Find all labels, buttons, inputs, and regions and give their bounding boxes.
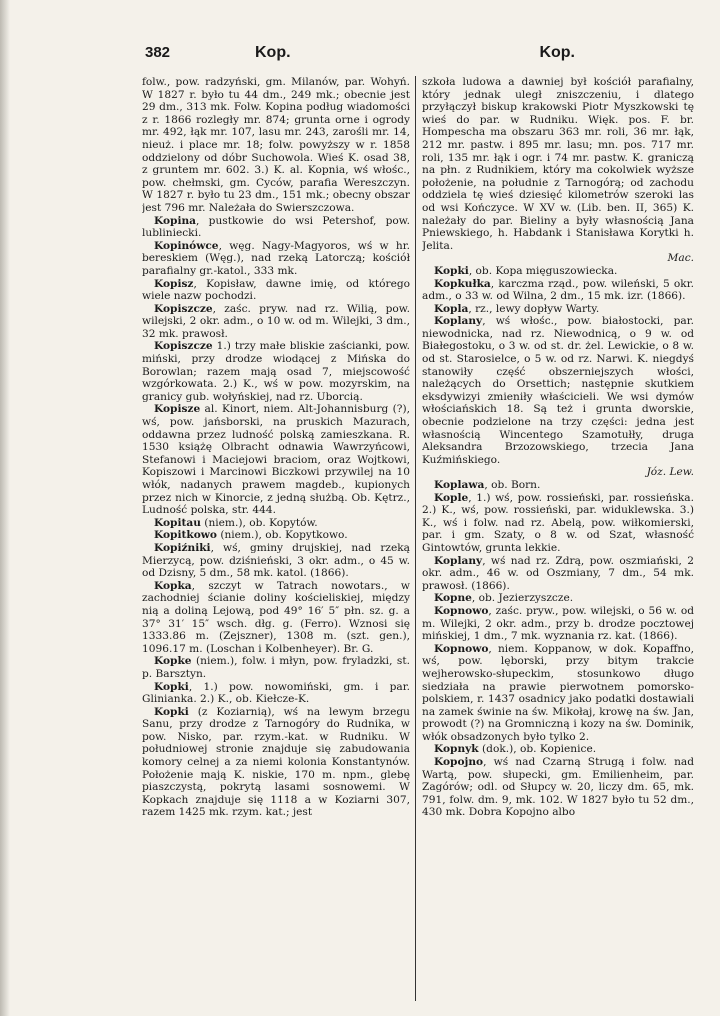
dictionary-entry: [422, 76, 694, 252]
dictionary-entry: [422, 466, 694, 479]
entry-text: , wś nad Czarną Strugą i folw. nad Wartą, pow. słupecki, gm. Emilienheim, par. Zagórów; odl. od Słupcy w. 20, liczy dm. 65, mk. 791, folw. dm. 9, mk. 102. W 1827 było tu 52 dm., 430 mk. Dobra Kopojno albo: [422, 756, 694, 819]
right-column: [422, 76, 694, 1006]
entry-signature: Józ. Lew.: [646, 466, 694, 479]
dictionary-entry: [422, 643, 694, 744]
entry-text: (niem.), ob. Kopytkowo.: [216, 529, 348, 542]
entry-text: , pustkowie do wsi Petershof, pow. lubliniecki.: [142, 214, 410, 240]
entry-headword: Kopisze: [154, 403, 201, 416]
dictionary-entry: [422, 315, 694, 466]
entry-headword: Kopki: [154, 705, 189, 718]
entry-headword: Kopitkowo: [154, 529, 217, 542]
dictionary-entry: [142, 215, 410, 240]
entry-headword: Kopki: [154, 680, 189, 693]
entry-headword: Kopiźniki: [154, 541, 211, 554]
entry-text: (dok.), ob. Kopienice.: [478, 743, 597, 756]
page-header: [145, 44, 575, 66]
entry-text: , wś nad rz. Zdrą, pow. oszmiański, 2 okr. adm., 46 w. od Oszmiany, 7 dm., 54 mk. prawosł. (1866).: [422, 554, 694, 592]
right-running-head: Kop.: [539, 44, 575, 61]
entry-text: , wś włośc., pow. białostocki, par. niewodnicka, nad rz. Niewodnicą, o 9 w. od Białegostoku, o 3 w. od st. dr. żel. Lewickie, o 8 w. od st. Starosielce, o 5 w. od rz. Narwi. K. niegdyś stanowiły część obszerniejszych włości, należących do Orsettich; następnie skutkiem eksdywizyi zmieniły właścicieli. We wsi dymów włościańskich 18. Są też i grunta dworskie, obecnie podzielone na trzy części: jedna jest własnością Wincentego Szamotułły, druga Aleksandra Brzozowskiego, trzecia Jana Kuźmińskiego.: [422, 315, 694, 466]
entry-headword: Kopka: [154, 579, 192, 592]
entry-headword: Koplawa: [434, 479, 485, 491]
entry-headword: Kopne: [434, 592, 472, 605]
entry-headword: Kopnyk: [434, 743, 479, 756]
left-column: [142, 76, 410, 1006]
entry-headword: Kopitau: [154, 516, 201, 529]
column-divider: [415, 76, 416, 1001]
entry-headword: Kopinówce: [154, 239, 219, 252]
dictionary-entry: [422, 479, 694, 492]
dictionary-entry: [142, 681, 410, 706]
page-number: 382: [145, 44, 171, 61]
entry-text: al. Kinort, niem. Alt-Johannisburg (?), wś, pow. jańsborski, na pruskich Mazurach, oddawna przez ludność polską zamieszkana. R. 1530 książę Olbracht odnawia Wawrzyńcowi, Stefanowi i Maciejowi braciom, oraz Wojtkowi, Kopiszowi i Marcinowi Biczkowi przywilej na 10 włók, nadanych prawem magdeb., kupionych przez nich w Kinorcie, z jedną służbą. Ob. Kętrz., Ludność polska, str. 444.: [142, 403, 410, 517]
entry-text: , zaśc. pryw. nad rz. Wilią, pow. wilejski, 2 okr. adm., o 10 w. od m. Wilejki, 3 dm., 32 mk. prawosł.: [142, 302, 410, 340]
entry-text: , ob. Born.: [484, 479, 541, 491]
dictionary-entry: [142, 517, 410, 530]
dictionary-entry: [422, 743, 694, 756]
dictionary-entry: [142, 303, 410, 341]
entry-text: , niem. Koppanow, w dok. Kopaffno, wś, pow. lęborski, przy bitym trakcie wejherowsko-słupeckim, stosunkowo długo siedziała na prawie pierwotnem pomorsko-polskiem, r. 1437 osadnicy jako podatki dostawiali na zamek świnie na św. Mikołaj, krowę na św. Jan, prowodt (?) na Gromniczną i kozy na św. Dominik, włók obsadzonych było tylko 2.: [422, 642, 694, 743]
entry-text: , Kopisław, dawne imię, od którego wiele nazw pochodzi.: [142, 277, 410, 303]
entry-headword: Kopiszcze: [154, 302, 213, 315]
dictionary-entry: [422, 303, 694, 316]
entry-text: , 1.) wś, pow. rossieński, par. rossieńska. 2.) K., wś, pow. rossieński, par. widuklewska. 3.) K., wś i folw. nad rz. Abelą, pow. wiłkomierski, par. i gm. Szaty, o 8 w. od Szat, własność Gintowtów, grunta lekkie.: [422, 491, 694, 554]
entry-text: folw., pow. radzyński, gm. Milanów, par. Wohyń. W 1827 r. było tu 44 dm., 249 mk.; obecnie jest 29 dm., 313 mk. Folw. Kopina podług wiadomości z r. 1866 rozległy mr. 874; grunta orne i ogrody mr. 492, łąk mr. 107, lasu mr. 243, zarośli mr. 14, nieuż. i place mr. 18; folw. powyższy w r. 1858 oddzielony od dóbr Suchowola. Wieś K. osad 38, z gruntem mr. 602. 3.) K. al. Kopnia, wś włośc., pow. chełmski, gm. Cyców, parafia Wereszczyn. W 1827 r. było tu 23 dm., 151 mk.; obecny obszar jest 796 mr. Należała do Swierszczowa.: [142, 76, 410, 214]
entry-text: , rz., lewy dopływ Warty.: [468, 302, 600, 315]
dictionary-entry: [142, 706, 410, 819]
scan-edge: [0, 0, 10, 1016]
entry-text: , ob. Jezierzyszcze.: [471, 592, 574, 605]
entry-headword: Kopiszcze: [154, 340, 213, 353]
entry-headword: Kopina: [154, 214, 197, 227]
entry-text: szkoła ludowa a dawniej był kościół parafialny, który jednak uległ zniszczeniu, i dlatego przyłączył biskup krakowski Piotr Myszkowski tę wieś do par. w Rudniku. Więk. pos. F. br. Hompescha ma obszaru 363 mr. roli, 36 mr. łąk, 212 mr. pastw. i 895 mr. lasu; mn. pos. 717 mr. roli, 135 mr. łąk i ogr. i 74 mr. pastw. K. graniczą na płn. z Rudnikiem, który ma cokolwiek wyższe położenie, na południe z Tarnogórą; od zachodu oddziela tę wieś dziesięć kilometrów szeroki las od wsi Kończyce. W XV w. (Lib. ben. II, 365) K. należały do par. Bieliny a były własnością Jana Pniewskiego, h. Habdank i Stanisława Korytki h. Jelita.: [422, 76, 694, 252]
entry-text: (niem.), folw. i młyn, pow. fryladzki, st. p. Barsztyn.: [142, 655, 410, 680]
dictionary-entry: [422, 278, 694, 303]
dictionary-entry: [142, 340, 410, 403]
dictionary-entry: [142, 655, 410, 680]
dictionary-entry: [142, 240, 410, 278]
dictionary-entry: [142, 529, 410, 542]
dictionary-entry: [422, 605, 694, 643]
entry-text: , węg. Nagy-Magyoros, wś w hr. bereskiem (Węg.), nad rzeką Latorczą; kościół parafialny gr.-katol., 333 mk.: [142, 239, 410, 277]
entry-text: 1.) trzy małe bliskie zaścianki, pow. miński, przy drodze wiodącej z Mińska do Borowlan; razem mają osad 7, miejscowość wzgórkowata. 2.) K., wś w pow. mozyrskim, na granicy gub. wołyńskiej, nad rz. Uborcią.: [142, 340, 410, 403]
dictionary-entry: [422, 555, 694, 593]
dictionary-entry: [422, 756, 694, 819]
entry-text: , szczyt w Tatrach nowotars., w zachodniej ścianie doliny kościeliskiej, między nią a doliną Lejową, pod 49° 16′ 5″ płn. sz. g. a 37° 31′ 15″ wsch. dłg. g. (Ferro). Wznosi się 1333.86 m. (Zejszner), 1308 m. (szt. gen.), 1096.17 m. (Loschan i Kolbenheyer). Br. G.: [142, 579, 410, 655]
entry-signature: Mac.: [667, 252, 694, 265]
dictionary-entry: [422, 492, 694, 555]
entry-headword: Kopisz: [154, 277, 194, 290]
entry-headword: Kopnowo: [434, 642, 489, 655]
entry-text: (z Koziarnią), wś na lewym brzegu Sanu, przy drodze z Tarnogóry do Rudnika, w pow. Nisko, par. rzym.-kat. w Rudniku. W południowej stronie znajduje się zabudowania komory celnej a za niemi kolonia Konstantynów. Położenie mają K. niskie, 170 m. npm., glebę piaszczystą, pokrytą lasami sosnowemi. W Kopkach znajduje się 1118 a w Koziarni 307, razem 1425 mk. rzym. kat.; jest: [142, 705, 410, 819]
entry-text: , zaśc. pryw., pow. wilejski, o 56 w. od m. Wilejki, 2 okr. adm., przy b. drodze pocztowej mińskiej, 1 dm., 7 mk. wyznania rz. kat. (1866).: [422, 604, 694, 643]
entry-headword: Koplany: [434, 315, 483, 328]
left-running-head: Kop.: [255, 44, 291, 61]
entry-text: , wś, gminy drujskiej, nad rzeką Mierzycą, pow. dziśnieński, 3 okr. adm., o 45 w. od Dzisny, 5 dm., 58 mk. katol. (1866).: [142, 541, 410, 580]
entry-text: , karczma rząd., pow. wileński, 5 okr. adm., o 33 w. od Wilna, 2 dm., 15 mk. izr. (1866).: [422, 277, 694, 303]
dictionary-entry: [142, 580, 410, 656]
entry-headword: Kopojno: [434, 756, 484, 769]
entry-headword: Kople: [434, 491, 469, 504]
dictionary-entry: [142, 542, 410, 580]
entry-headword: Koplany: [434, 554, 483, 567]
dictionary-entry: [422, 252, 694, 265]
entry-headword: Kopki: [434, 264, 469, 277]
dictionary-entry: [422, 592, 694, 605]
entry-text: , ob. Kopa mięguszowiecka.: [468, 264, 618, 277]
dictionary-entry: [142, 403, 410, 516]
dictionary-entry: [422, 265, 694, 278]
dictionary-entry: [142, 76, 410, 215]
dictionary-entry: [142, 278, 410, 303]
entry-headword: Kopkułka: [434, 277, 491, 290]
entry-headword: Kopnowo: [434, 604, 489, 617]
entry-text: , 1.) pow. nowomiński, gm. i par. Glinianka. 2.) K., ob. Kiełcze-K.: [142, 680, 410, 706]
entry-headword: Kopke: [154, 655, 192, 668]
entry-text: (niem.), ob. Kopytów.: [200, 516, 318, 529]
entry-headword: Kopla: [434, 302, 469, 315]
